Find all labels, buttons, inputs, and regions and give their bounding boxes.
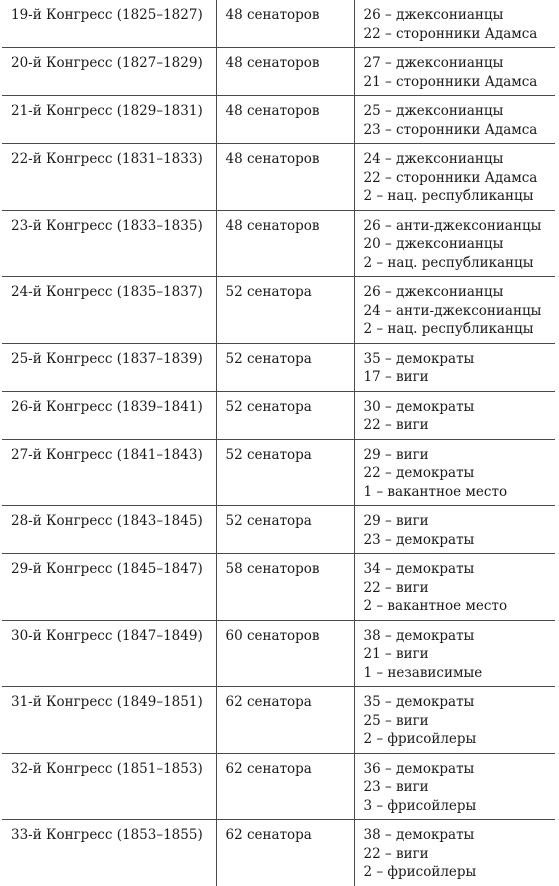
party-composition-cell	[354, 620, 555, 687]
congress-cell: 23-й Конгресс (1833–1835)	[2, 210, 216, 277]
party-composition-line: 3 – фрисойлеры	[363, 797, 477, 814]
party-composition-line: 1 – независимые	[363, 664, 483, 681]
senators-count-cell: 48 сенаторов	[216, 48, 354, 96]
party-composition-cell	[354, 391, 555, 439]
party-composition-line: 2 – фрисойлеры	[363, 731, 477, 747]
party-composition-line: 22 – сторонники Адамса	[363, 169, 538, 186]
party-composition-line: 2 – нац. республиканцы	[363, 321, 534, 337]
congress-cell: 32-й Конгресс (1851–1853)	[2, 753, 216, 820]
party-composition-line: 17 – виги	[363, 369, 429, 385]
senators-count-cell: 62 сенатора	[216, 820, 354, 886]
congress-cell: 28-й Конгресс (1843–1845)	[2, 506, 216, 554]
congress-cell: 24-й Конгресс (1835–1837)	[2, 277, 216, 344]
party-composition-cell	[354, 96, 555, 144]
party-composition-line: 38 – демократы	[363, 827, 475, 843]
party-composition-line: 23 – сторонники Адамса	[363, 121, 538, 138]
table-row	[2, 554, 555, 621]
table-row	[2, 820, 555, 886]
table-row	[2, 620, 555, 687]
party-composition-line: 27 – джексонианцы	[363, 55, 504, 71]
party-composition-cell	[354, 144, 555, 211]
table-row	[2, 210, 555, 277]
party-composition-line: 30 – демократы	[363, 398, 475, 415]
congress-cell: 26-й Конгресс (1839–1841)	[2, 391, 216, 439]
party-composition-cell	[354, 753, 555, 820]
party-composition-line: 21 – сторонники Адамса	[363, 73, 538, 90]
party-composition-line: 24 – джексонианцы	[363, 151, 504, 167]
party-composition-line: 36 – демократы	[363, 760, 475, 777]
senators-count-cell: 48 сенаторов	[216, 96, 354, 144]
party-composition-cell	[354, 820, 555, 886]
senators-count-cell: 48 сенаторов	[216, 0, 354, 48]
party-composition-line: 22 – виги	[363, 579, 429, 596]
party-composition-line: 22 – виги	[363, 845, 429, 862]
party-composition-line: 34 – демократы	[363, 561, 475, 577]
party-composition-line: 38 – демократы	[363, 627, 475, 644]
party-composition-line: 23 – виги	[363, 779, 429, 795]
party-composition-line: 29 – виги	[363, 446, 429, 463]
party-composition-line: 35 – демократы	[363, 694, 475, 710]
senators-count-cell: 52 сенатора	[216, 506, 354, 554]
party-composition-line: 23 – демократы	[363, 531, 475, 548]
congress-cell: 31-й Конгресс (1849–1851)	[2, 687, 216, 754]
senators-count-cell: 52 сенатора	[216, 277, 354, 344]
senate-composition-table	[2, 0, 555, 886]
party-composition-line: 21 – виги	[363, 646, 429, 662]
table-row	[2, 277, 555, 344]
congress-cell: 20-й Конгресс (1827–1829)	[2, 48, 216, 96]
party-composition-cell	[354, 277, 555, 344]
table-row	[2, 391, 555, 439]
senators-count-cell: 52 сенатора	[216, 391, 354, 439]
congress-cell: 33-й Конгресс (1853–1855)	[2, 820, 216, 886]
senators-count-cell: 52 сенатора	[216, 343, 354, 391]
table-row	[2, 439, 555, 506]
party-composition-line: 25 – джексонианцы	[363, 103, 504, 119]
senators-count-cell: 60 сенаторов	[216, 620, 354, 687]
table-row	[2, 144, 555, 211]
party-composition-line: 20 – джексонианцы	[363, 236, 504, 252]
congress-cell: 22-й Конгресс (1831–1833)	[2, 144, 216, 211]
congress-cell: 25-й Конгресс (1837–1839)	[2, 343, 216, 391]
table-row	[2, 687, 555, 754]
party-composition-cell	[354, 687, 555, 754]
senators-count-cell: 52 сенатора	[216, 439, 354, 506]
table-row	[2, 96, 555, 144]
party-composition-line: 22 – сторонники Адамса	[363, 25, 538, 42]
table-row	[2, 343, 555, 391]
senators-count-cell: 62 сенатора	[216, 753, 354, 820]
party-composition-line: 25 – виги	[363, 712, 429, 729]
congress-cell: 27-й Конгресс (1841–1843)	[2, 439, 216, 506]
party-composition-line: 1 – вакантное место	[363, 483, 508, 500]
party-composition-cell	[354, 48, 555, 96]
table-body	[2, 0, 555, 886]
congress-cell: 30-й Конгресс (1847–1849)	[2, 620, 216, 687]
table-row	[2, 0, 555, 48]
party-composition-line: 29 – виги	[363, 513, 429, 529]
senators-count-cell: 62 сенатора	[216, 687, 354, 754]
senators-count-cell: 48 сенаторов	[216, 144, 354, 211]
party-composition-line: 22 – демократы	[363, 465, 475, 481]
party-composition-cell	[354, 210, 555, 277]
congress-cell: 29-й Конгресс (1845–1847)	[2, 554, 216, 621]
party-composition-cell	[354, 506, 555, 554]
table-row	[2, 48, 555, 96]
party-composition-cell	[354, 343, 555, 391]
party-composition-line: 2 – нац. республиканцы	[363, 188, 534, 204]
party-composition-line: 26 – анти-джексонианцы	[363, 217, 542, 234]
senators-count-cell: 48 сенаторов	[216, 210, 354, 277]
party-composition-line: 22 – виги	[363, 417, 429, 433]
party-composition-line: 26 – джексонианцы	[363, 7, 504, 23]
table-row	[2, 506, 555, 554]
senators-count-cell: 58 сенаторов	[216, 554, 354, 621]
party-composition-line: 35 – демократы	[363, 350, 475, 367]
party-composition-line: 2 – вакантное место	[363, 598, 508, 614]
party-composition-line: 2 – нац. республиканцы	[363, 254, 534, 271]
party-composition-cell	[354, 0, 555, 48]
table-row	[2, 753, 555, 820]
party-composition-cell	[354, 554, 555, 621]
congress-cell: 21-й Конгресс (1829–1831)	[2, 96, 216, 144]
party-composition-line: 24 – анти-джексонианцы	[363, 302, 542, 319]
congress-cell: 19-й Конгресс (1825–1827)	[2, 0, 216, 48]
party-composition-line: 26 – джексонианцы	[363, 284, 504, 300]
party-composition-cell	[354, 439, 555, 506]
party-composition-line: 2 – фрисойлеры	[363, 864, 477, 880]
